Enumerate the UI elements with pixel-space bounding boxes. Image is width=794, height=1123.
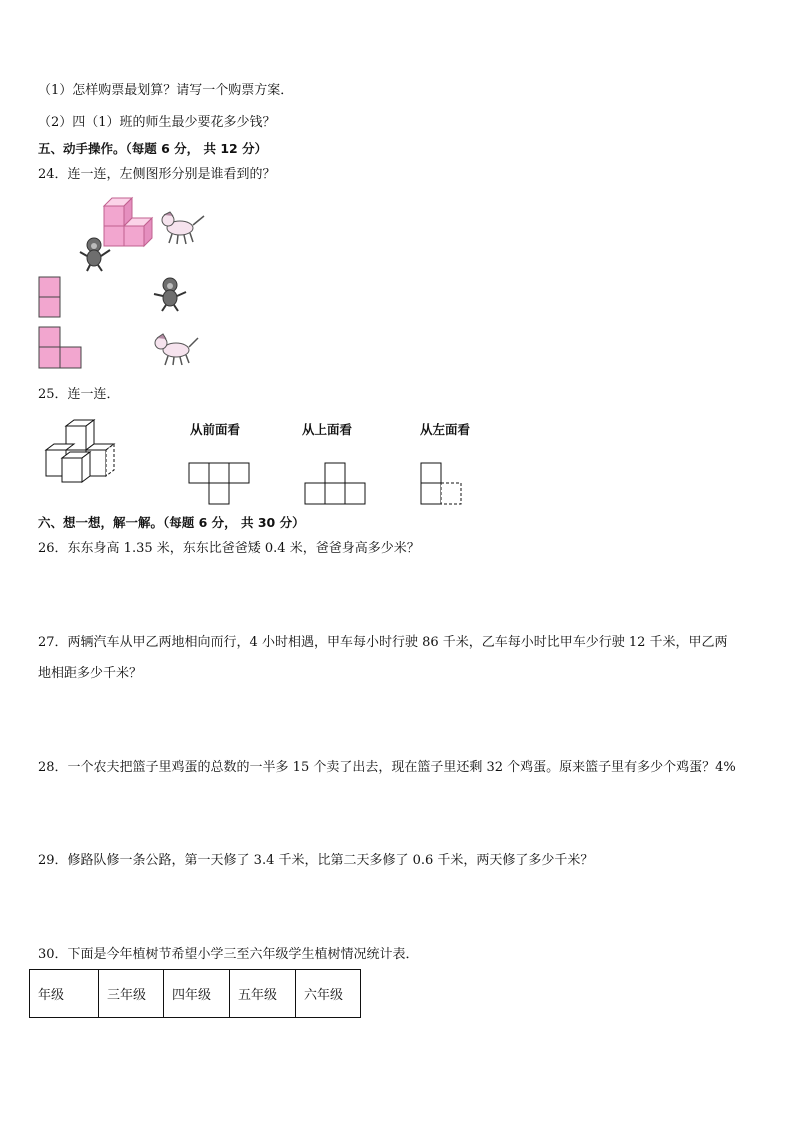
- q25-view-t-shape: [188, 462, 252, 506]
- view-label-front: 从前面看: [190, 422, 241, 437]
- question-23-part-1: （1）怎样购票最划算？请写一个购票方案．: [38, 83, 294, 98]
- table-cell-grade-6: 六年级: [296, 970, 361, 1018]
- table-cell-grade: 年级: [30, 970, 99, 1018]
- question-30: 30．下面是今年植树节希望小学三至六年级学生植树情况统计表．: [38, 947, 419, 962]
- question-24: 24．连一连，左侧图形分别是谁看到的？: [38, 167, 276, 182]
- table-cell-grade-3: 三年级: [99, 970, 164, 1018]
- question-23-part-2: （2）四（1）班的师生最少要花多少钱？: [38, 115, 276, 130]
- question-27-line-2: 地相距多少千米？: [38, 666, 143, 681]
- question-29: 29．修路队修一条公路，第一天修了 3.4 千米，比第二天多修了 0.6 千米，两天修了多少千米？: [38, 853, 594, 868]
- monkey-icon-right: [152, 276, 188, 312]
- section-6-heading: 六、想一想，解一解。（每题 6 分， 共 30 分）: [38, 515, 305, 530]
- q25-view-l-shape: [420, 462, 466, 506]
- dog-icon-right: [152, 330, 200, 366]
- question-28: 28．一个农夫把篮子里鸡蛋的总数的一半多 15 个卖了出去，现在篮子里还剩 32 个鸡蛋。原来篮子里有多少个鸡蛋？4%: [38, 760, 736, 775]
- question-27-line-1: 27．两辆汽车从甲乙两地相向而行，4 小时相遇，甲车每小时行驶 86 千米，乙车每小时比甲车少行驶 12 千米，甲乙两: [38, 635, 728, 650]
- q24-shape-l: [38, 326, 84, 370]
- view-label-left: 从左面看: [420, 422, 471, 437]
- tree-planting-table: [29, 969, 361, 1018]
- dog-icon: [160, 210, 208, 246]
- q25-block-figure: [42, 420, 138, 484]
- table-cell-grade-5: 五年级: [230, 970, 296, 1018]
- question-26: 26．东东身高 1.35 米，东东比爸爸矮 0.4 米，爸爸身高多少米？: [38, 541, 420, 556]
- question-25: 25．连一连．: [38, 387, 120, 402]
- section-5-heading: 五、动手操作。（每题 6 分， 共 12 分）: [38, 141, 268, 156]
- q25-view-inverted-t-shape: [304, 462, 368, 506]
- monkey-icon: [78, 236, 114, 272]
- table-row: [30, 970, 361, 1018]
- q24-shape-two-stacked: [38, 276, 62, 320]
- table-cell-grade-4: 四年级: [164, 970, 230, 1018]
- view-label-top: 从上面看: [302, 422, 353, 437]
